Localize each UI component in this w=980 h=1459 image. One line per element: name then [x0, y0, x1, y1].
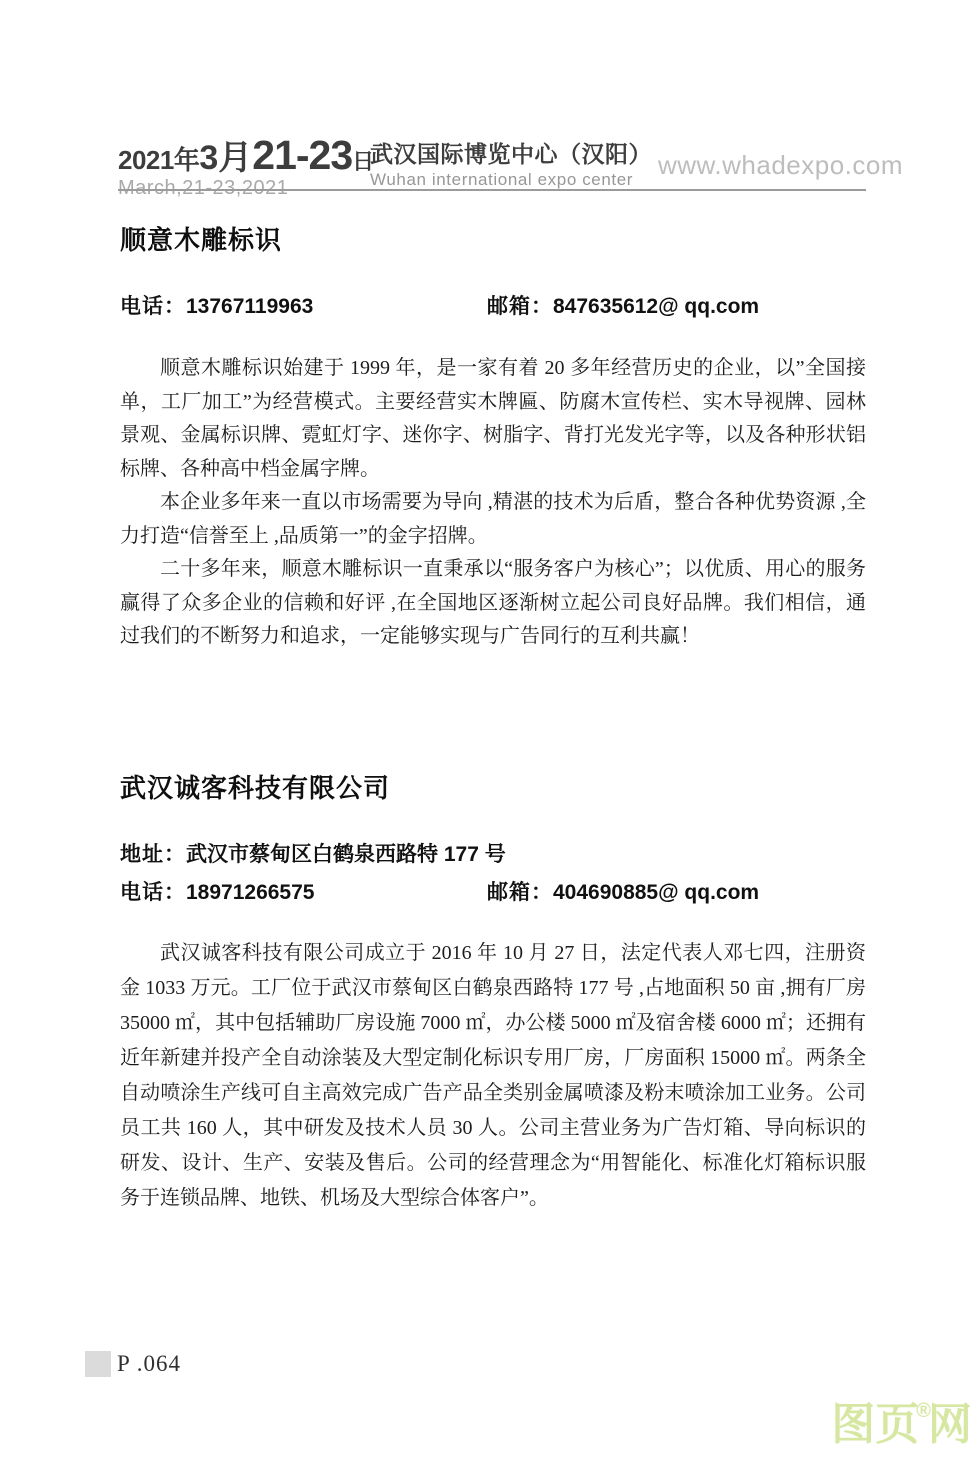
- registered-trademark-icon: ®: [916, 1400, 931, 1422]
- company-1-contact-row: [120, 290, 866, 316]
- event-date-suffix: 日: [352, 149, 375, 174]
- address-label: 地址：: [120, 843, 186, 866]
- phone-value: 13767119963: [186, 295, 314, 318]
- company-1-email: [487, 290, 759, 320]
- address-value: 武汉市蔡甸区白鹤泉西路特 177 号: [186, 843, 506, 866]
- website-url: www.whadexpo.com: [658, 150, 903, 180]
- phone-label: 电话：: [120, 295, 186, 318]
- company-paragraph: 二十多年来，顺意木雕标识一直秉承以“服务客户为核心”；以优质、用心的服务赢得了众多企业的信赖和好评 ,在全国地区逐渐树立起公司良好品牌。我们相信，通过我们的不断努力和追求，一定能够实现与广告同行的互利共赢！: [120, 558, 866, 647]
- event-date-month: 3月: [199, 139, 253, 177]
- company-2-phone: [120, 881, 314, 904]
- email-value: 404690885@ qq.com: [553, 881, 760, 904]
- phone-value: 18971266575: [186, 881, 315, 904]
- company-2-email: [487, 876, 759, 906]
- event-date-cn: [118, 130, 375, 179]
- phone-label: 电话：: [120, 881, 186, 904]
- event-venue: [370, 130, 658, 190]
- event-date-year: 2021年: [118, 145, 200, 175]
- event-date-en: March,21-23,2021: [118, 177, 289, 199]
- company-paragraph: 武汉诚客科技有限公司成立于 2016 年 10 月 27 日，法定代表人邓七四，注册资金 1033 万元。工厂位于武汉市蔡甸区白鹤泉西路特 177 号 ,占地面积 50 亩 ,拥有厂房 35000 ㎡，其中包括辅助厂房设施 7000 ㎡，办公楼 5000 ㎡及宿舍楼 6000 ㎡；还拥有近年新建并投产全自动涂装及大型定制化标识专用厂房，厂房面积 15000 ㎡。两条全自动喷涂生产线可自主高效完成广告产品全类别金属喷漆及粉末喷涂加工业务。公司员工共 160 人，其中研发及技术人员 30 人。公司主营业务为广告灯箱、导向标识的研发、设计、生产、安装及售后。公司的经营理念为“用智能化、标准化灯箱标识服务于连锁品牌、地铁、机场及大型综合体客户”。: [120, 942, 866, 1209]
- venue-name-cn: 武汉国际博览中心（汉阳）: [370, 141, 652, 167]
- company-2-contact-row: [120, 876, 866, 902]
- footer-square-marker: [85, 1351, 111, 1377]
- company-1-name: 顺意木雕标识: [120, 225, 283, 255]
- email-label: 邮箱：: [487, 881, 553, 904]
- watermark-text-right: 网: [928, 1400, 972, 1449]
- company-paragraph: 本企业多年来一直以市场需要为导向 ,精湛的技术为后盾，整合各种优势资源 ,全力打造“信誉至上 ,品质第一”的金字招牌。: [120, 491, 866, 547]
- company-2-address-row: [120, 838, 866, 864]
- company-2-name: 武汉诚客科技有限公司: [120, 773, 391, 803]
- watermark-text-left: 图页: [831, 1400, 920, 1449]
- watermark: [831, 1400, 972, 1449]
- company-paragraph: 顺意木雕标识始建于 1999 年，是一家有着 20 多年经营历史的企业，以”全国接单，工厂加工”为经营模式。主要经营实木牌匾、防腐木宣传栏、实木导视牌、园林景观、金属标识牌、霓虹灯字、迷你字、树脂字、背打光发光字等，以及各种形状铝标牌、各种高中档金属字牌。: [120, 357, 866, 480]
- company-1-description: [120, 352, 866, 654]
- email-label: 邮箱：: [487, 295, 553, 318]
- venue-name-en: Wuhan international expo center: [370, 170, 634, 189]
- page-number: P .064: [117, 1351, 181, 1376]
- company-1-phone: [120, 295, 313, 318]
- event-date-days: 21-23: [252, 132, 353, 178]
- email-value: 847635612@ qq.com: [553, 295, 760, 318]
- header-divider: [118, 189, 866, 191]
- company-2-description: [120, 936, 866, 1216]
